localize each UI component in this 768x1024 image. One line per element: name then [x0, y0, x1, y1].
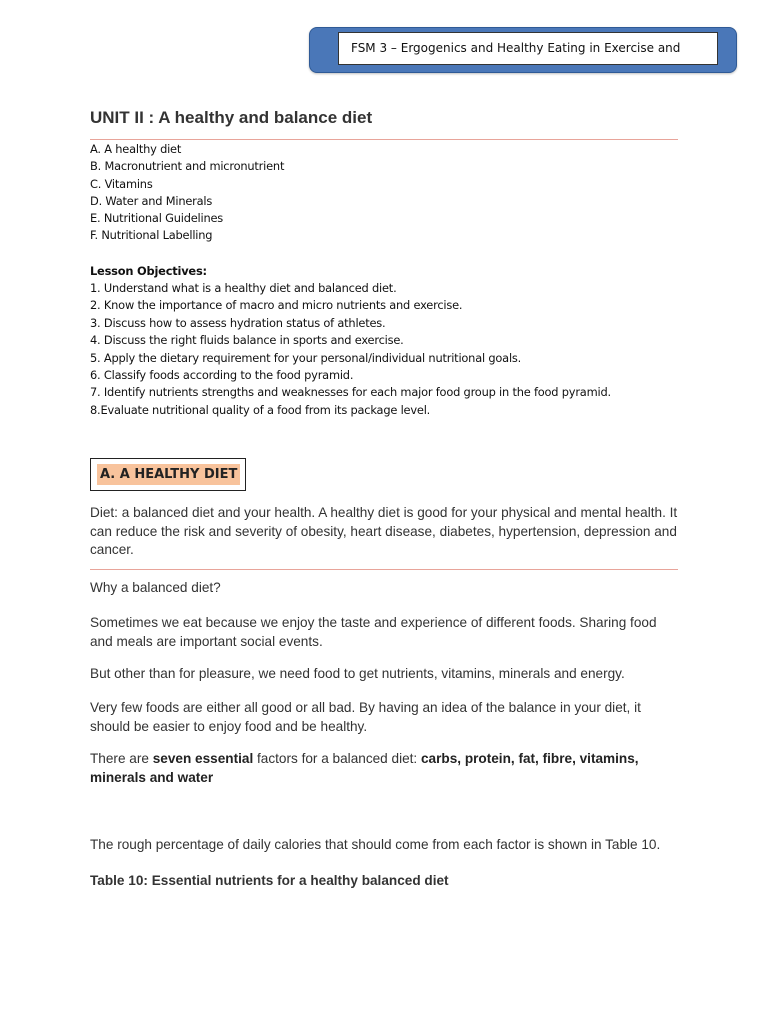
topic-item: F. Nutritional Labelling — [90, 228, 213, 243]
section-heading: A. A HEALTHY DIET — [97, 464, 240, 485]
objective-item: 6. Classify foods according to the food pyramid. — [90, 367, 354, 382]
essential-factors-paragraph — [90, 750, 680, 787]
topic-item: A. A healthy diet — [90, 142, 182, 156]
objectives-list — [90, 280, 611, 419]
divider — [90, 139, 678, 140]
objective-item: 7. Identify nutrients strengths and weaknesses for each major food group in the food pyramid. — [90, 385, 611, 400]
paragraph: Sometimes we eat because we enjoy the taste and experience of different foods. Sharing food and meals are important social events. — [90, 615, 657, 649]
objective-item: 4. Discuss the right fluids balance in sports and exercise. — [90, 333, 404, 348]
paragraph: The rough percentage of daily calories that should come from each factor is shown in Table 10. — [90, 837, 661, 852]
objective-item: 5. Apply the dietary requirement for your personal/individual nutritional goals. — [90, 350, 522, 365]
divider — [90, 569, 678, 570]
paragraph: Very few foods are either all good or all bad. By having an idea of the balance in your diet, it should be easier to enjoy food and be healthy. — [90, 700, 641, 734]
paragraph: But other than for pleasure, we need food to get nutrients, vitamins, minerals and energy. — [90, 666, 625, 681]
objective-item: 1. Understand what is a healthy diet and balanced diet. — [90, 281, 397, 295]
objective-item: 8.Evaluate nutritional quality of a food from its package level. — [90, 402, 431, 417]
objective-item: 3. Discuss how to assess hydration status of athletes. — [90, 315, 386, 330]
emphasis: seven essential — [152, 751, 254, 766]
emphasis: carbs, protein, fat, fibre, vitamins, minerals and water — [90, 751, 639, 785]
intro-paragraph: Diet: a balanced diet and your health. A healthy diet is good for your physical and mental health. It can reduce the risk and severity of obesity, heart disease, diabetes, hypertension, depression and cancer. — [90, 505, 678, 557]
objective-item: 2. Know the importance of macro and micro nutrients and exercise. — [90, 298, 463, 313]
topic-item: E. Nutritional Guidelines — [90, 211, 224, 226]
topic-item: D. Water and Minerals — [90, 193, 213, 208]
topic-item: C. Vitamins — [90, 176, 153, 191]
topic-item: B. Macronutrient and micronutrient — [90, 159, 285, 174]
topic-list — [90, 141, 284, 245]
objectives-heading: Lesson Objectives: — [90, 264, 207, 278]
section-heading-box — [90, 458, 246, 491]
table-caption: Table 10: Essential nutrients for a healthy balanced diet — [90, 873, 449, 888]
why-heading: Why a balanced diet? — [90, 580, 221, 595]
text: factors for a balanced diet: — [253, 751, 421, 766]
course-title: FSM 3 – Ergogenics and Healthy Eating in Exercise and — [338, 32, 718, 65]
text: There are — [90, 751, 153, 766]
unit-title: UNIT II : A healthy and balance diet — [90, 108, 373, 127]
